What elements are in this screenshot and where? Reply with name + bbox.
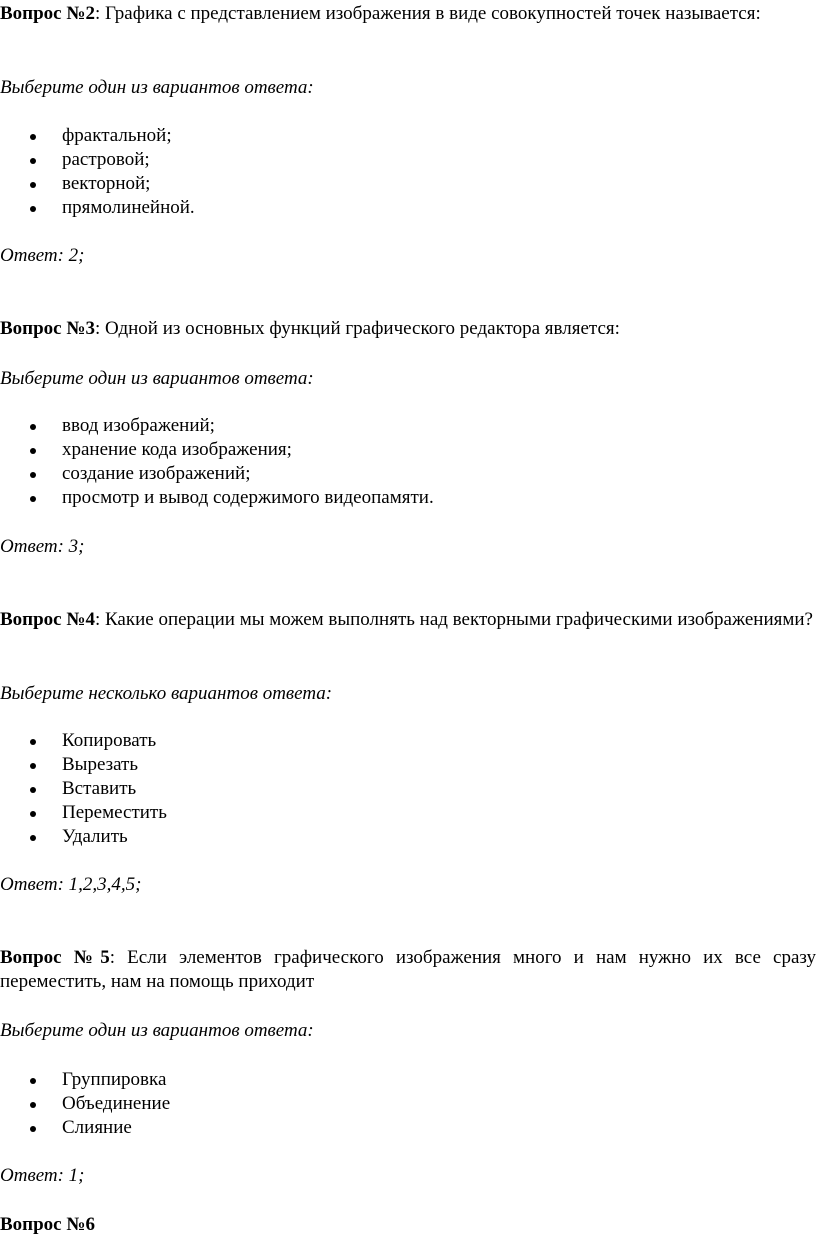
question-separator: : xyxy=(94,318,101,339)
answer-text: Ответ: 3; xyxy=(0,536,85,557)
option-text: Группировка xyxy=(62,1069,167,1090)
bullet-icon xyxy=(30,448,36,454)
bullet-icon xyxy=(30,472,36,478)
option-text: Удалить xyxy=(62,826,128,847)
question-number: Вопрос №5 xyxy=(0,947,110,968)
question-separator: : xyxy=(94,609,101,630)
answer-text: Ответ: 1; xyxy=(0,1165,85,1186)
question-number: Вопрос №4 xyxy=(0,609,95,630)
question-text: Одной из основных функций графического редактора является: xyxy=(100,318,620,339)
option-text: просмотр и вывод содержимого видеопамяти. xyxy=(62,487,434,508)
bullet-icon xyxy=(30,182,36,188)
question-title xyxy=(0,2,816,26)
bullet-icon xyxy=(30,1126,36,1132)
question-number: Вопрос №2 xyxy=(0,3,95,24)
option-text: фрактальной; xyxy=(62,125,172,146)
question-separator: : xyxy=(94,3,101,24)
question-title xyxy=(0,946,816,994)
bullet-icon xyxy=(30,739,36,745)
bullet-icon xyxy=(30,206,36,212)
question-number: Вопрос №3 xyxy=(0,318,95,339)
bullet-icon xyxy=(30,835,36,841)
option-text: создание изображений; xyxy=(62,463,251,484)
answer-instruction: Выберите один из вариантов ответа: xyxy=(0,77,314,98)
bullet-icon xyxy=(30,763,36,769)
bullet-icon xyxy=(30,158,36,164)
question-text: Какие операции мы можем выполнять над векторными графическими изображениями? xyxy=(100,609,813,630)
question-title xyxy=(0,1213,816,1237)
option-text: Переместить xyxy=(62,802,167,823)
option-text: Слияние xyxy=(62,1117,132,1138)
bullet-icon xyxy=(30,1102,36,1108)
answer-text: Ответ: 1,2,3,4,5; xyxy=(0,874,142,895)
bullet-icon xyxy=(30,811,36,817)
option-text: Вырезать xyxy=(62,754,139,775)
option-text: векторной; xyxy=(62,173,151,194)
answer-instruction: Выберите несколько вариантов ответа: xyxy=(0,683,333,704)
answer-text: Ответ: 2; xyxy=(0,245,85,266)
bullet-icon xyxy=(30,134,36,140)
answer-instruction: Выберите один из вариантов ответа: xyxy=(0,368,314,389)
bullet-icon xyxy=(30,496,36,502)
question-text: Графика с представлением изображения в виде совокупностей точек называется: xyxy=(100,3,761,24)
option-text: хранение кода изображения; xyxy=(62,439,292,460)
option-text: Копировать xyxy=(62,730,157,751)
question-title xyxy=(0,317,816,341)
question-separator: : xyxy=(109,947,116,968)
option-text: растровой; xyxy=(62,149,150,170)
option-text: Вставить xyxy=(62,778,137,799)
bullet-icon xyxy=(30,1078,36,1084)
answer-instruction: Выберите один из вариантов ответа: xyxy=(0,1020,314,1041)
bullet-icon xyxy=(30,424,36,430)
option-text: ввод изображений; xyxy=(62,415,215,436)
bullet-icon xyxy=(30,787,36,793)
question-text: Если элементов графического изображения много и нам нужно их все сразу переместить, нам на помощь приходит xyxy=(0,947,816,992)
question-title xyxy=(0,608,816,632)
question-number: Вопрос №6 xyxy=(0,1214,95,1235)
option-text: Объединение xyxy=(62,1093,171,1114)
option-text: прямолинейной. xyxy=(62,197,195,218)
